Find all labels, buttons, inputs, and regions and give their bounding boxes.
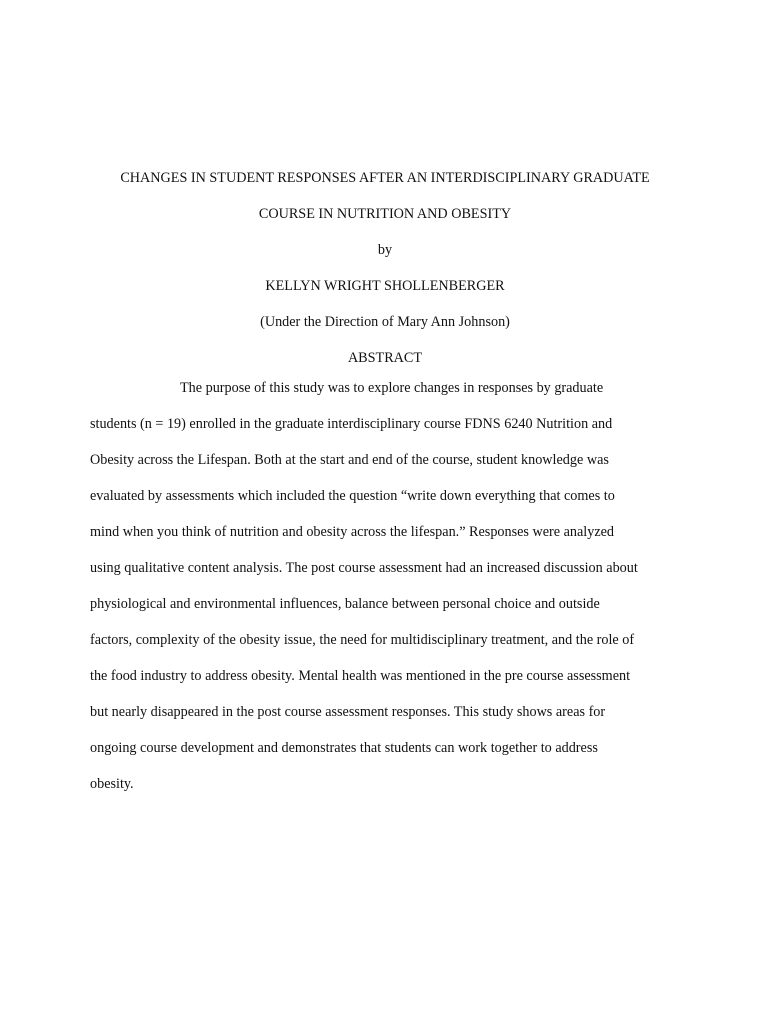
abstract-line: Obesity across the Lifespan. Both at the start and end of the course, student knowledge was (90, 452, 609, 468)
author-name: KELLYN WRIGHT SHOLLENBERGER (265, 278, 505, 294)
abstract-line: students (n = 19) enrolled in the graduate interdisciplinary course FDNS 6240 Nutrition and (90, 416, 613, 432)
direction-line: (Under the Direction of Mary Ann Johnson) (260, 314, 510, 330)
abstract-body (90, 370, 680, 802)
title-block (90, 160, 680, 376)
title-line-2: COURSE IN NUTRITION AND OBESITY (258, 206, 512, 222)
abstract-line: physiological and environmental influences, balance between personal choice and outside (90, 596, 600, 612)
abstract-line: but nearly disappeared in the post course assessment responses. This study shows areas for (90, 704, 606, 720)
abstract-line: evaluated by assessments which included the question “write down everything that comes to (90, 488, 615, 504)
abstract-line: The purpose of this study was to explore changes in responses by graduate (180, 380, 604, 396)
title-line-1: CHANGES IN STUDENT RESPONSES AFTER AN INTERDISCIPLINARY GRADUATE (120, 170, 650, 186)
abstract-line: obesity. (90, 776, 134, 792)
abstract-line: mind when you think of nutrition and obesity across the lifespan.” Responses were analyzed (90, 524, 615, 540)
abstract-line: ongoing course development and demonstrates that students can work together to address (90, 740, 598, 756)
abstract-line: factors, complexity of the obesity issue, the need for multidisciplinary treatment, and the role of (90, 632, 635, 648)
abstract-heading: ABSTRACT (347, 350, 423, 366)
abstract-line: the food industry to address obesity. Mental health was mentioned in the pre course assessment (90, 668, 631, 684)
by-line: by (377, 242, 393, 258)
abstract-line: using qualitative content analysis. The post course assessment had an increased discussion about (90, 560, 638, 576)
